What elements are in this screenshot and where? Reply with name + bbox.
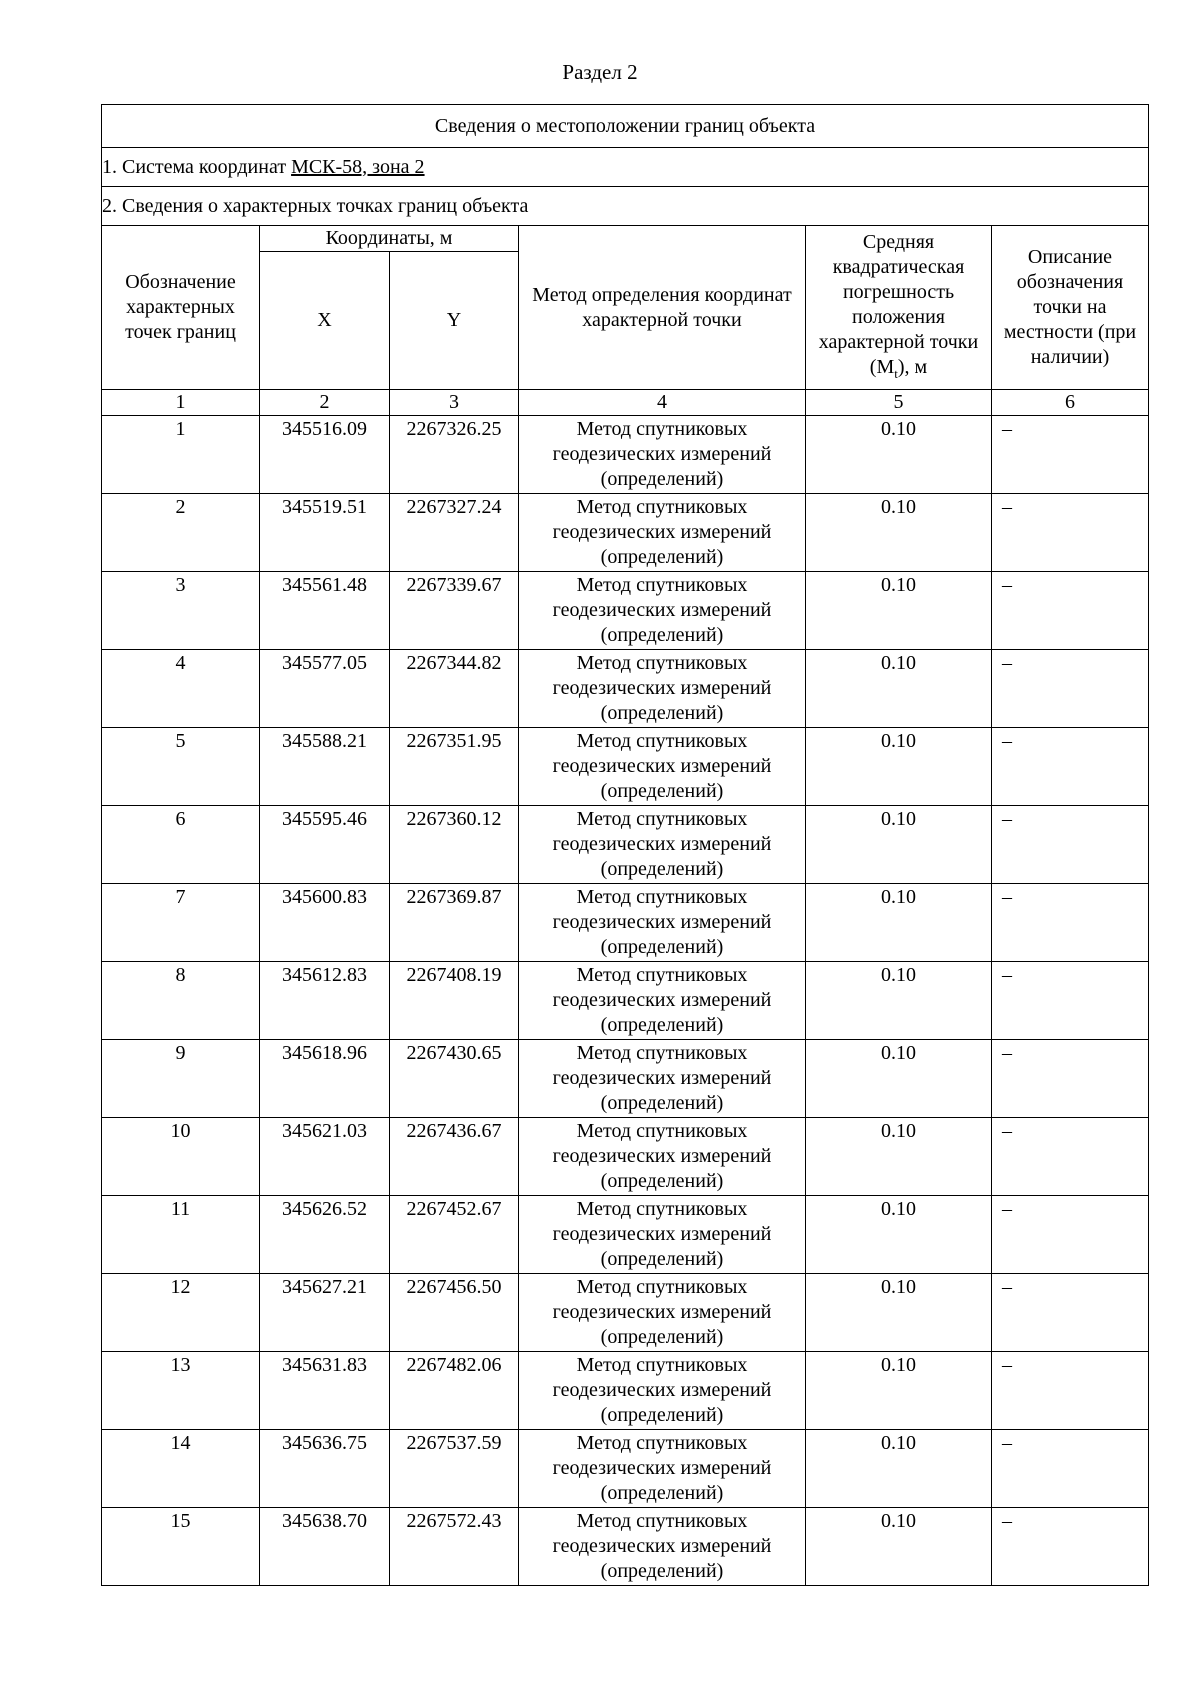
description-cell	[992, 572, 1149, 650]
table-row	[102, 494, 1149, 572]
y-coordinate-text: 2267327.24	[406, 496, 502, 518]
x-coordinate-text: 345627.21	[282, 1276, 367, 1298]
table-row	[102, 728, 1149, 806]
point-number-cell	[102, 1352, 260, 1430]
column-number: 5	[806, 390, 992, 416]
y-coordinate-cell	[390, 962, 519, 1040]
method-cell	[519, 1430, 806, 1508]
point-number-text: 14	[170, 1432, 191, 1454]
description-text: –	[1002, 964, 1012, 986]
error-text: 0.10	[881, 1510, 916, 1532]
x-coordinate-text: 345618.96	[282, 1042, 367, 1064]
error-text: 0.10	[881, 418, 916, 440]
header-x: X	[260, 252, 390, 390]
header-point-designation: Обозначение характерных точек границ	[102, 226, 260, 390]
point-number-text: 13	[170, 1354, 191, 1376]
point-number-cell	[102, 1508, 260, 1586]
points-heading: 2. Сведения о характерных точках границ объекта	[102, 187, 1149, 226]
point-number-cell	[102, 1430, 260, 1508]
error-text: 0.10	[881, 964, 916, 986]
table-caption-row	[102, 105, 1149, 148]
x-coordinate-cell	[260, 494, 390, 572]
description-text: –	[1002, 1120, 1012, 1142]
table-row	[102, 1352, 1149, 1430]
column-number-row	[102, 390, 1149, 416]
error-cell	[806, 1430, 992, 1508]
method-cell	[519, 728, 806, 806]
point-number-text: 1	[175, 418, 186, 440]
x-coordinate-cell	[260, 1118, 390, 1196]
column-number: 1	[102, 390, 260, 416]
method-text: Метод спутниковых геодезических измерений (определений)	[552, 496, 772, 568]
table-caption: Сведения о местоположении границ объекта	[102, 105, 1149, 148]
points-heading-row	[102, 187, 1149, 226]
y-coordinate-cell	[390, 494, 519, 572]
x-coordinate-cell	[260, 728, 390, 806]
description-text: –	[1002, 496, 1012, 518]
y-coordinate-cell	[390, 806, 519, 884]
error-cell	[806, 884, 992, 962]
description-text: –	[1002, 730, 1012, 752]
description-cell	[992, 416, 1149, 494]
description-text: –	[1002, 1276, 1012, 1298]
point-number-text: 7	[175, 886, 186, 908]
method-text: Метод спутниковых геодезических измерений (определений)	[552, 886, 772, 958]
y-coordinate-text: 2267326.25	[406, 418, 502, 440]
section-title: Раздел 2	[562, 60, 638, 84]
point-number-cell	[102, 1118, 260, 1196]
description-text: –	[1002, 1354, 1012, 1376]
point-number-cell	[102, 884, 260, 962]
x-coordinate-cell	[260, 1040, 390, 1118]
x-coordinate-text: 345516.09	[282, 418, 367, 440]
x-coordinate-cell	[260, 416, 390, 494]
method-cell	[519, 806, 806, 884]
coord-system-label: 1. Система координат	[102, 155, 292, 178]
y-coordinate-text: 2267482.06	[406, 1354, 502, 1376]
error-text: 0.10	[881, 652, 916, 674]
point-number-cell	[102, 572, 260, 650]
y-coordinate-cell	[390, 728, 519, 806]
header-method: Метод определения координат характерной точки	[519, 226, 806, 390]
error-text: 0.10	[881, 1354, 916, 1376]
x-coordinate-cell	[260, 806, 390, 884]
description-cell	[992, 806, 1149, 884]
coord-system	[102, 148, 1149, 187]
error-cell	[806, 1118, 992, 1196]
method-text: Метод спутниковых геодезических измерений (определений)	[552, 1198, 772, 1270]
x-coordinate-text: 345561.48	[282, 574, 367, 596]
point-number-text: 10	[170, 1120, 191, 1142]
error-cell	[806, 1352, 992, 1430]
column-number: 6	[992, 390, 1149, 416]
header-coordinates: Координаты, м	[260, 226, 519, 252]
point-number-text: 3	[175, 574, 186, 596]
description-text: –	[1002, 1510, 1012, 1532]
method-cell	[519, 1196, 806, 1274]
x-coordinate-cell	[260, 1430, 390, 1508]
y-coordinate-text: 2267452.67	[406, 1198, 502, 1220]
point-number-cell	[102, 728, 260, 806]
table-row	[102, 1274, 1149, 1352]
x-coordinate-cell	[260, 1274, 390, 1352]
point-number-text: 8	[175, 964, 186, 986]
description-text: –	[1002, 886, 1012, 908]
table-row	[102, 572, 1149, 650]
table-row	[102, 1118, 1149, 1196]
point-number-cell	[102, 650, 260, 728]
method-text: Метод спутниковых геодезических измерений (определений)	[552, 418, 772, 490]
table-row	[102, 806, 1149, 884]
y-coordinate-text: 2267369.87	[406, 886, 502, 908]
method-cell	[519, 1508, 806, 1586]
table-row	[102, 884, 1149, 962]
method-text: Метод спутниковых геодезических измерений (определений)	[552, 574, 772, 646]
header-error-label: Средняя квадратическая погрешность положения характерной точки (M	[818, 230, 979, 378]
description-text: –	[1002, 1198, 1012, 1220]
error-cell	[806, 962, 992, 1040]
description-cell	[992, 1196, 1149, 1274]
coord-system-row	[102, 148, 1149, 187]
y-coordinate-cell	[390, 650, 519, 728]
error-cell	[806, 416, 992, 494]
error-cell	[806, 1040, 992, 1118]
x-coordinate-text: 345519.51	[282, 496, 367, 518]
error-cell	[806, 728, 992, 806]
description-cell	[992, 962, 1149, 1040]
table-row	[102, 1508, 1149, 1586]
point-number-text: 11	[170, 1198, 191, 1220]
point-number-cell	[102, 1196, 260, 1274]
method-cell	[519, 494, 806, 572]
x-coordinate-text: 345600.83	[282, 886, 367, 908]
y-coordinate-cell	[390, 1196, 519, 1274]
error-text: 0.10	[881, 574, 916, 596]
point-number-text: 9	[175, 1042, 186, 1064]
point-number-cell	[102, 416, 260, 494]
x-coordinate-text: 345588.21	[282, 730, 367, 752]
method-text: Метод спутниковых геодезических измерений (определений)	[552, 1354, 772, 1426]
description-cell	[992, 1508, 1149, 1586]
x-coordinate-cell	[260, 1508, 390, 1586]
error-text: 0.10	[881, 1276, 916, 1298]
method-text: Метод спутниковых геодезических измерений (определений)	[552, 1042, 772, 1114]
y-coordinate-text: 2267351.95	[406, 730, 502, 752]
error-text: 0.10	[881, 1432, 916, 1454]
y-coordinate-text: 2267430.65	[406, 1042, 502, 1064]
method-cell	[519, 416, 806, 494]
point-number-text: 15	[170, 1510, 191, 1532]
x-coordinate-cell	[260, 962, 390, 1040]
method-text: Метод спутниковых геодезических измерений (определений)	[552, 964, 772, 1036]
y-coordinate-cell	[390, 572, 519, 650]
x-coordinate-cell	[260, 1196, 390, 1274]
header-error	[806, 226, 992, 390]
description-text: –	[1002, 1432, 1012, 1454]
method-text: Метод спутниковых геодезических измерений (определений)	[552, 652, 772, 724]
column-number: 3	[390, 390, 519, 416]
error-cell	[806, 572, 992, 650]
y-coordinate-cell	[390, 1274, 519, 1352]
description-text: –	[1002, 1042, 1012, 1064]
description-cell	[992, 1430, 1149, 1508]
point-number-text: 2	[175, 496, 186, 518]
error-cell	[806, 650, 992, 728]
table-row	[102, 1196, 1149, 1274]
x-coordinate-text: 345621.03	[282, 1120, 367, 1142]
description-text: –	[1002, 808, 1012, 830]
point-number-cell	[102, 1040, 260, 1118]
error-text: 0.10	[881, 1042, 916, 1064]
point-number-cell	[102, 962, 260, 1040]
point-number-cell	[102, 1274, 260, 1352]
error-text: 0.10	[881, 886, 916, 908]
description-text: –	[1002, 652, 1012, 674]
description-text: –	[1002, 574, 1012, 596]
header-description: Описание обозначения точки на местности (при наличии)	[992, 226, 1149, 390]
error-text: 0.10	[881, 808, 916, 830]
x-coordinate-cell	[260, 572, 390, 650]
x-coordinate-text: 345636.75	[282, 1432, 367, 1454]
table-row	[102, 650, 1149, 728]
point-number-text: 12	[170, 1276, 191, 1298]
table-row	[102, 962, 1149, 1040]
x-coordinate-text: 345577.05	[282, 652, 367, 674]
table-row	[102, 1430, 1149, 1508]
y-coordinate-text: 2267408.19	[406, 964, 502, 986]
y-coordinate-text: 2267537.59	[406, 1432, 502, 1454]
x-coordinate-cell	[260, 884, 390, 962]
y-coordinate-text: 2267456.50	[406, 1276, 502, 1298]
method-text: Метод спутниковых геодезических измерений (определений)	[552, 1432, 772, 1504]
header-row-top	[102, 226, 1149, 252]
y-coordinate-cell	[390, 1118, 519, 1196]
method-cell	[519, 1352, 806, 1430]
description-cell	[992, 1352, 1149, 1430]
description-cell	[992, 650, 1149, 728]
x-coordinate-cell	[260, 650, 390, 728]
description-cell	[992, 884, 1149, 962]
method-cell	[519, 1274, 806, 1352]
point-number-text: 5	[175, 730, 186, 752]
method-cell	[519, 1040, 806, 1118]
y-coordinate-text: 2267344.82	[406, 652, 502, 674]
error-text: 0.10	[881, 730, 916, 752]
header-error-sub: t	[894, 365, 898, 381]
table-row	[102, 416, 1149, 494]
error-cell	[806, 494, 992, 572]
x-coordinate-text: 345638.70	[282, 1510, 367, 1532]
method-cell	[519, 962, 806, 1040]
description-cell	[992, 1040, 1149, 1118]
point-number-cell	[102, 494, 260, 572]
error-text: 0.10	[881, 496, 916, 518]
method-text: Метод спутниковых геодезических измерений (определений)	[552, 1510, 772, 1582]
y-coordinate-text: 2267339.67	[406, 574, 502, 596]
error-cell	[806, 1196, 992, 1274]
y-coordinate-cell	[390, 416, 519, 494]
y-coordinate-text: 2267572.43	[406, 1510, 502, 1532]
y-coordinate-cell	[390, 1040, 519, 1118]
method-cell	[519, 884, 806, 962]
error-cell	[806, 1274, 992, 1352]
point-number-cell	[102, 806, 260, 884]
method-cell	[519, 572, 806, 650]
table-row	[102, 1040, 1149, 1118]
point-number-text: 4	[175, 652, 186, 674]
column-number: 4	[519, 390, 806, 416]
method-text: Метод спутниковых геодезических измерений (определений)	[552, 1276, 772, 1348]
x-coordinate-cell	[260, 1352, 390, 1430]
description-text: –	[1002, 418, 1012, 440]
header-error-suffix: ), м	[897, 355, 928, 378]
method-cell	[519, 650, 806, 728]
y-coordinate-cell	[390, 1508, 519, 1586]
method-cell	[519, 1118, 806, 1196]
description-cell	[992, 494, 1149, 572]
y-coordinate-text: 2267360.12	[406, 808, 502, 830]
description-cell	[992, 728, 1149, 806]
y-coordinate-text: 2267436.67	[406, 1120, 502, 1142]
column-number: 2	[260, 390, 390, 416]
y-coordinate-cell	[390, 1430, 519, 1508]
header-y: Y	[390, 252, 519, 390]
x-coordinate-text: 345626.52	[282, 1198, 367, 1220]
error-cell	[806, 806, 992, 884]
method-text: Метод спутниковых геодезических измерений (определений)	[552, 808, 772, 880]
method-text: Метод спутниковых геодезических измерений (определений)	[552, 1120, 772, 1192]
error-text: 0.10	[881, 1198, 916, 1220]
x-coordinate-text: 345631.83	[282, 1354, 367, 1376]
point-number-text: 6	[175, 808, 186, 830]
x-coordinate-text: 345612.83	[282, 964, 367, 986]
boundary-points-table	[101, 104, 1149, 1586]
x-coordinate-text: 345595.46	[282, 808, 367, 830]
method-text: Метод спутниковых геодезических измерений (определений)	[552, 730, 772, 802]
description-cell	[992, 1118, 1149, 1196]
description-cell	[992, 1274, 1149, 1352]
coord-system-value: МСК-58, зона 2	[291, 155, 425, 178]
y-coordinate-cell	[390, 1352, 519, 1430]
y-coordinate-cell	[390, 884, 519, 962]
error-cell	[806, 1508, 992, 1586]
error-text: 0.10	[881, 1120, 916, 1142]
